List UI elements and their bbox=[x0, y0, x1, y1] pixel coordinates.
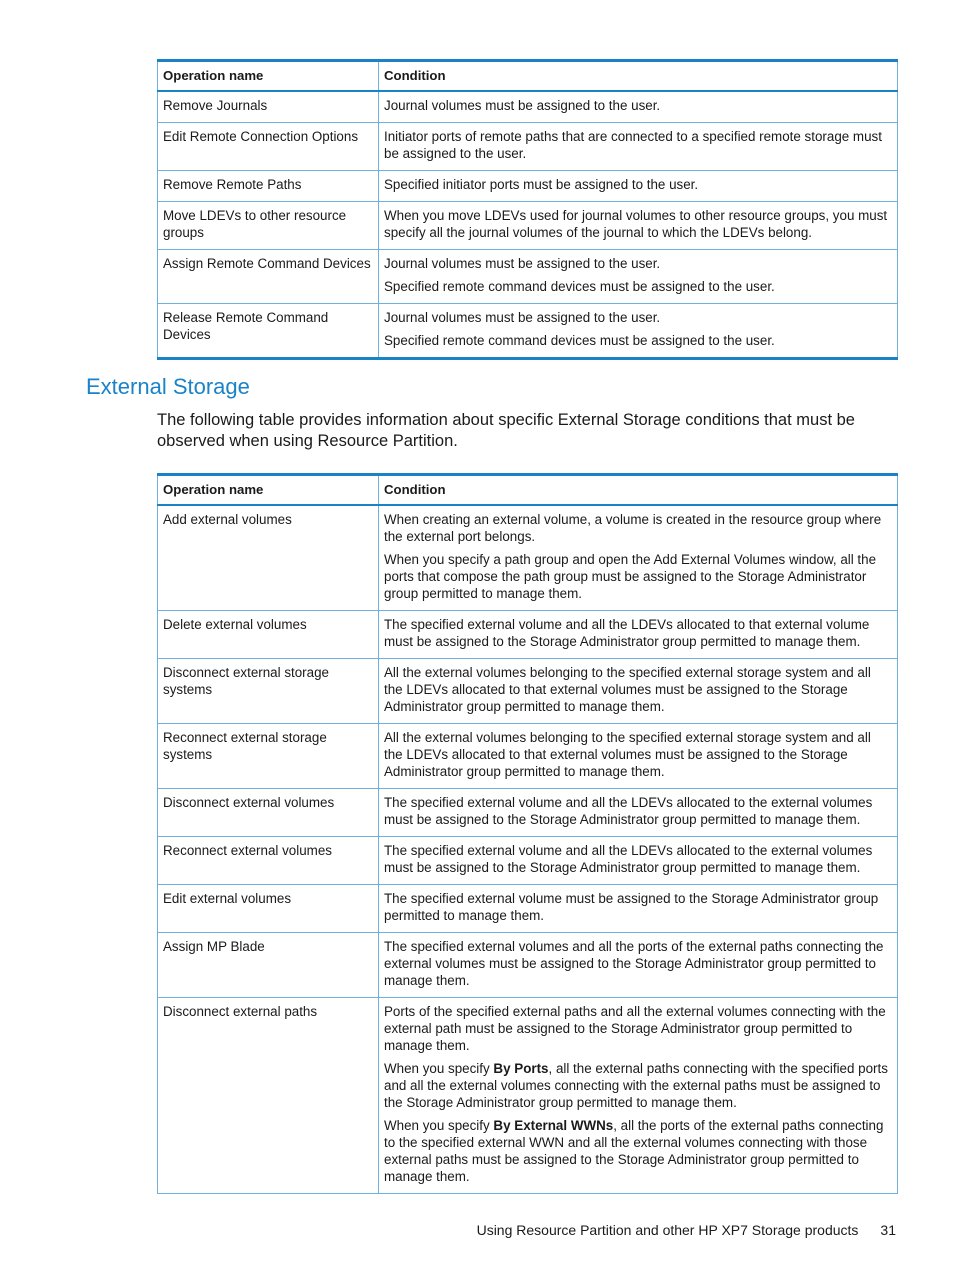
condition-paragraph: Specified remote command devices must be assigned to the user. bbox=[384, 279, 775, 294]
operations-table-external-storage bbox=[157, 473, 898, 1194]
condition-paragraph bbox=[384, 1117, 892, 1185]
column-header-operation: Operation name bbox=[158, 475, 379, 506]
table-header-row bbox=[158, 475, 898, 506]
table-row bbox=[158, 611, 898, 659]
condition-cell bbox=[379, 837, 898, 885]
table-row bbox=[158, 724, 898, 789]
condition-paragraph: All the external volumes belonging to the specified external storage system and all the LDEVs allocated to that external volumes must be assigned to the Storage Administrator group permitted to manage them. bbox=[384, 665, 871, 714]
operations-table-remote bbox=[157, 59, 898, 360]
condition-paragraph: The specified external volumes and all the ports of the external paths connecting the external volumes must be assigned to the Storage Administrator group permitted to manage them. bbox=[384, 939, 884, 988]
condition-cell bbox=[379, 171, 898, 202]
table-row bbox=[158, 505, 898, 611]
condition-cell bbox=[379, 611, 898, 659]
operation-name-cell: Remove Journals bbox=[158, 91, 379, 123]
condition-paragraph: Specified remote command devices must be assigned to the user. bbox=[384, 333, 775, 348]
section-intro: The following table provides information about specific External Storage conditions that must be observed when using Resource Partition. bbox=[157, 411, 855, 450]
condition-cell bbox=[379, 724, 898, 789]
table-row bbox=[158, 885, 898, 933]
page-number: 31 bbox=[880, 1222, 896, 1238]
condition-option-name: By External WWNs bbox=[493, 1118, 614, 1133]
condition-paragraph: The specified external volume and all the LDEVs allocated to that external volume must be assigned to the Storage Administrator group permitted to manage them. bbox=[384, 617, 870, 649]
operation-name-cell: Add external volumes bbox=[158, 505, 379, 611]
page-footer bbox=[477, 1222, 896, 1238]
operation-name-cell: Assign MP Blade bbox=[158, 933, 379, 998]
condition-text: When you specify bbox=[384, 1061, 494, 1076]
table-row bbox=[158, 837, 898, 885]
condition-cell bbox=[379, 91, 898, 123]
condition-text: , all the external paths connecting with the specified ports and all the external volumes connecting with the external paths must be assigned to the Storage Administrator group permitted to manage them. bbox=[384, 1061, 888, 1110]
condition-text: When you specify bbox=[384, 1118, 494, 1133]
table-row bbox=[158, 789, 898, 837]
operation-name-cell: Reconnect external storage systems bbox=[158, 724, 379, 789]
operation-name-cell: Disconnect external paths bbox=[158, 998, 379, 1194]
condition-option-name: By Ports bbox=[493, 1061, 549, 1076]
table-row bbox=[158, 202, 898, 250]
operation-name-cell: Edit external volumes bbox=[158, 885, 379, 933]
column-header-condition: Condition bbox=[379, 61, 898, 92]
table-row bbox=[158, 304, 898, 359]
table-row bbox=[158, 933, 898, 998]
condition-cell bbox=[379, 304, 898, 359]
condition-cell bbox=[379, 789, 898, 837]
operation-name-cell: Disconnect external volumes bbox=[158, 789, 379, 837]
condition-paragraph: All the external volumes belonging to the specified external storage system and all the LDEVs allocated to that external volumes must be assigned to the Storage Administrator group permitted to manage them. bbox=[384, 730, 871, 779]
table-row bbox=[158, 250, 898, 304]
operation-name-cell: Edit Remote Connection Options bbox=[158, 123, 379, 171]
condition-paragraph: The specified external volume and all the LDEVs allocated to the external volumes must be assigned to the Storage Administrator group permitted to manage them. bbox=[384, 843, 873, 875]
operation-name-cell: Disconnect external storage systems bbox=[158, 659, 379, 724]
condition-paragraph: Journal volumes must be assigned to the user. bbox=[384, 256, 661, 271]
condition-cell bbox=[379, 659, 898, 724]
condition-paragraph bbox=[384, 1060, 892, 1111]
condition-paragraph: Initiator ports of remote paths that are connected to a specified remote storage must be assigned to the user. bbox=[384, 129, 882, 161]
table-row bbox=[158, 171, 898, 202]
condition-paragraph: When you specify a path group and open the Add External Volumes window, all the ports that compose the path group must be assigned to the Storage Administrator group permitted to manage them. bbox=[384, 552, 877, 601]
footer-title: Using Resource Partition and other HP XP7 Storage products bbox=[476, 1222, 859, 1238]
section-title: External Storage bbox=[86, 374, 250, 399]
column-header-condition: Condition bbox=[379, 475, 898, 506]
table-header-row bbox=[158, 61, 898, 92]
condition-cell bbox=[379, 123, 898, 171]
condition-cell bbox=[379, 250, 898, 304]
condition-cell bbox=[379, 933, 898, 998]
operation-name-cell: Delete external volumes bbox=[158, 611, 379, 659]
condition-paragraph: The specified external volume must be assigned to the Storage Administrator group permitted to manage them. bbox=[384, 891, 879, 923]
table-row bbox=[158, 659, 898, 724]
table-row bbox=[158, 123, 898, 171]
condition-paragraph: Specified initiator ports must be assigned to the user. bbox=[384, 177, 699, 192]
table-row bbox=[158, 91, 898, 123]
condition-paragraph: Journal volumes must be assigned to the user. bbox=[384, 98, 661, 113]
table-row bbox=[158, 998, 898, 1194]
operation-name-cell: Release Remote Command Devices bbox=[158, 304, 379, 359]
operation-name-cell: Reconnect external volumes bbox=[158, 837, 379, 885]
operation-name-cell: Remove Remote Paths bbox=[158, 171, 379, 202]
condition-paragraph: The specified external volume and all the LDEVs allocated to the external volumes must be assigned to the Storage Administrator group permitted to manage them. bbox=[384, 795, 873, 827]
operation-name-cell: Move LDEVs to other resource groups bbox=[158, 202, 379, 250]
operation-name-cell: Assign Remote Command Devices bbox=[158, 250, 379, 304]
condition-paragraph: When you move LDEVs used for journal volumes to other resource groups, you must specify all the journal volumes of the journal to which the LDEVs belong. bbox=[384, 208, 888, 240]
condition-cell bbox=[379, 505, 898, 611]
condition-cell bbox=[379, 202, 898, 250]
condition-paragraph: Ports of the specified external paths and all the external volumes connecting with the external path must be assigned to the Storage Administrator group permitted to manage them. bbox=[384, 1004, 886, 1053]
condition-text: , all the ports of the external paths connecting to the specified external WWN and all the external volumes connecting with those external paths must be assigned to the Storage Administrator group permitted to manage them. bbox=[384, 1118, 884, 1184]
condition-cell bbox=[379, 885, 898, 933]
column-header-operation: Operation name bbox=[158, 61, 379, 92]
condition-paragraph: When creating an external volume, a volume is created in the resource group where the external port belongs. bbox=[384, 512, 882, 544]
condition-cell bbox=[379, 998, 898, 1194]
condition-paragraph: Journal volumes must be assigned to the user. bbox=[384, 310, 661, 325]
